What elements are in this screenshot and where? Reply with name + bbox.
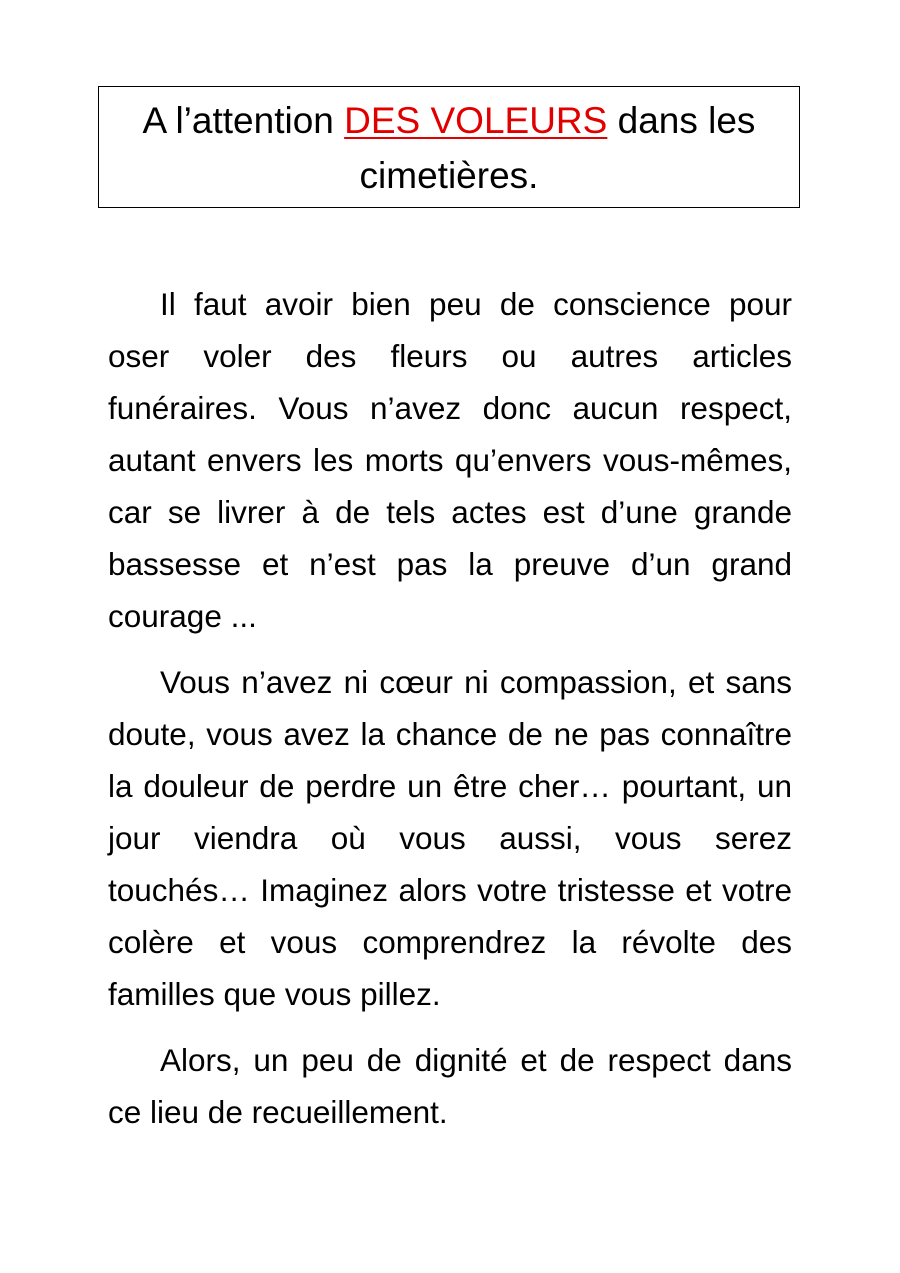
title-prefix: A l’attention <box>142 100 345 141</box>
paragraph-1: Il faut avoir bien peu de conscience pour oser voler des fleurs ou autres articles funéraires. Vous n’avez donc aucun respect, autant envers les morts qu’envers vous-mêmes, car se livrer à de tels actes est d’une grande bassesse et n’est pas la preuve d’un grand courage ... <box>108 286 792 634</box>
body-text <box>108 278 792 1152</box>
paragraph-3: Alors, un peu de dignité et de respect dans ce lieu de recueillement. <box>108 1042 792 1130</box>
title-suffix: dans les cimetières. <box>359 100 756 196</box>
title-box <box>98 86 800 208</box>
paragraph-2: Vous n’avez ni cœur ni compassion, et sans doute, vous avez la chance de ne pas connaître la douleur de perdre un être cher… pourtant, un jour viendra où vous aussi, vous serez touchés… Imaginez alors votre tristesse et votre colère et vous comprendrez la révolte des familles que vous pillez. <box>108 664 792 1012</box>
title-highlight: DES VOLEURS <box>344 100 608 141</box>
